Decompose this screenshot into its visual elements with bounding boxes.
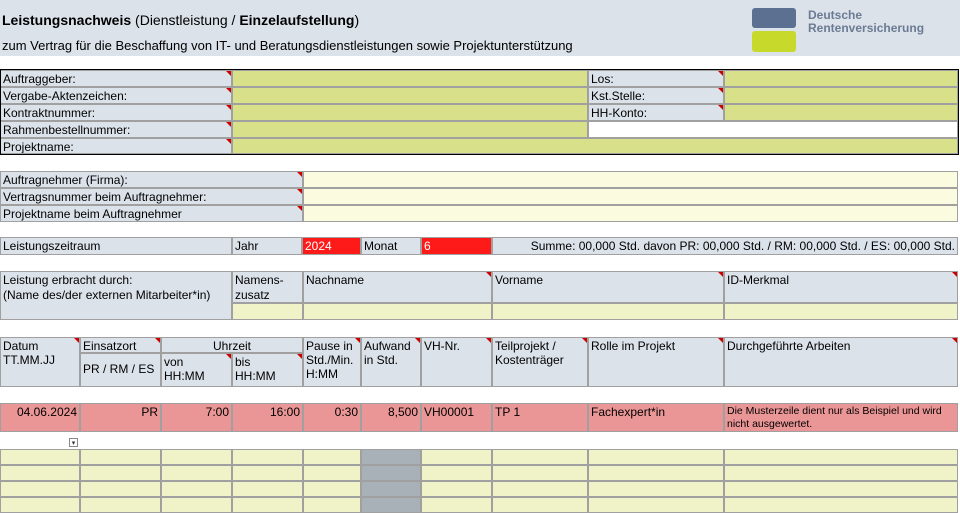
namenszusatz-field[interactable] bbox=[232, 303, 303, 320]
los-field[interactable] bbox=[724, 70, 958, 87]
example-vh: VH00001 bbox=[421, 403, 492, 432]
vertragsnr-label: Vertragsnummer beim Auftragnehmer: bbox=[0, 188, 303, 205]
entry-cell[interactable] bbox=[421, 481, 492, 497]
einsatzort-header: Einsatzort bbox=[80, 337, 161, 353]
entry-cell[interactable] bbox=[303, 465, 361, 481]
kontrakt-label: Kontraktnummer: bbox=[0, 104, 232, 121]
uhrzeit-header: Uhrzeit bbox=[161, 337, 303, 353]
entry-cell[interactable] bbox=[724, 449, 958, 465]
entry-cell[interactable] bbox=[0, 481, 80, 497]
monat-field[interactable]: 6 bbox=[421, 237, 492, 255]
monat-label: Monat bbox=[361, 237, 421, 255]
hh-field[interactable] bbox=[724, 104, 958, 121]
entry-cell[interactable] bbox=[724, 481, 958, 497]
entry-cell[interactable] bbox=[0, 449, 80, 465]
example-pause: 0:30 bbox=[303, 403, 361, 432]
entry-cell[interactable] bbox=[232, 481, 303, 497]
arbeiten-header: Durchgeführte Arbeiten bbox=[724, 337, 958, 387]
entry-cell[interactable] bbox=[588, 481, 724, 497]
kst-label: Kst.Stelle: bbox=[588, 87, 724, 104]
dropdown-arrow-icon[interactable]: ▾ bbox=[69, 438, 78, 447]
vorname-header: Vorname bbox=[492, 271, 724, 303]
los-label: Los: bbox=[588, 70, 724, 87]
entry-cell[interactable] bbox=[232, 449, 303, 465]
entry-cell[interactable] bbox=[161, 497, 232, 513]
page-subtitle: zum Vertrag für die Beschaffung von IT- und Beratungsdienstleistungen sowie Projektunterstützung bbox=[2, 38, 573, 53]
example-rolle: Fachexpert*in bbox=[588, 403, 724, 432]
entry-cell[interactable] bbox=[361, 449, 421, 465]
nachname-header: Nachname bbox=[303, 271, 492, 303]
von-header: von HH:MM bbox=[161, 353, 232, 387]
entry-cell[interactable] bbox=[724, 497, 958, 513]
projekt-field[interactable] bbox=[232, 138, 958, 154]
leistungszeitraum-label: Leistungszeitraum bbox=[0, 237, 232, 255]
entry-cell[interactable] bbox=[421, 497, 492, 513]
entry-cell[interactable] bbox=[303, 497, 361, 513]
example-teil: TP 1 bbox=[492, 403, 588, 432]
entry-cell[interactable] bbox=[0, 465, 80, 481]
rahmen-field[interactable] bbox=[232, 121, 588, 138]
entry-cell[interactable] bbox=[361, 497, 421, 513]
namenszusatz-header: Namens- zusatz bbox=[232, 271, 303, 303]
auftraggeber-field[interactable] bbox=[232, 70, 588, 87]
jahr-label: Jahr bbox=[232, 237, 302, 255]
logo-text: Deutsche Rentenversicherung bbox=[808, 8, 925, 35]
vh-header: VH-Nr. bbox=[421, 337, 492, 387]
jahr-field[interactable]: 2024 bbox=[302, 237, 361, 255]
entry-cell[interactable] bbox=[421, 465, 492, 481]
leistung-erbracht-label: Leistung erbracht durch: (Name des/der externen Mitarbeiter*in) bbox=[0, 271, 232, 320]
entry-cell[interactable] bbox=[588, 449, 724, 465]
example-datum: 04.06.2024 bbox=[0, 403, 80, 432]
entry-cell[interactable] bbox=[161, 449, 232, 465]
entry-cell[interactable] bbox=[303, 449, 361, 465]
entry-cell[interactable] bbox=[492, 481, 588, 497]
projektname-an-field[interactable] bbox=[303, 205, 958, 222]
empty-cell bbox=[588, 121, 958, 138]
entry-cell[interactable] bbox=[0, 497, 80, 513]
example-einsatzort: PR bbox=[80, 403, 161, 432]
rolle-header: Rolle im Projekt bbox=[588, 337, 724, 387]
entry-cell[interactable] bbox=[421, 449, 492, 465]
hh-label: HH-Konto: bbox=[588, 104, 724, 121]
projekt-label: Projektname: bbox=[0, 138, 232, 154]
entry-cell[interactable] bbox=[232, 497, 303, 513]
teilprojekt-header: Teilprojekt / Kostenträger bbox=[492, 337, 588, 387]
entry-cell[interactable] bbox=[303, 481, 361, 497]
entry-cell[interactable] bbox=[588, 465, 724, 481]
nachname-field[interactable] bbox=[303, 303, 492, 320]
entry-cell[interactable] bbox=[80, 465, 161, 481]
bis-header: bis HH:MM bbox=[232, 353, 303, 387]
rahmen-label: Rahmenbestellnummer: bbox=[0, 121, 232, 138]
entry-cell[interactable] bbox=[232, 465, 303, 481]
projektname-an-label: Projektname beim Auftragnehmer bbox=[0, 205, 303, 222]
vorname-field[interactable] bbox=[492, 303, 724, 320]
drv-logo-icon bbox=[752, 8, 798, 52]
kontrakt-field[interactable] bbox=[232, 104, 588, 121]
entry-cell[interactable] bbox=[361, 465, 421, 481]
pause-header: Pause in Std./Min. H:MM bbox=[303, 337, 361, 387]
page-title: Leistungsnachweis (Dienstleistung / Einzelaufstellung) bbox=[2, 12, 360, 28]
example-aufwand: 8,500 bbox=[361, 403, 421, 432]
vergabe-label: Vergabe-Aktenzeichen: bbox=[0, 87, 232, 104]
auftraggeber-label: Auftraggeber: bbox=[0, 70, 232, 87]
id-header: ID-Merkmal bbox=[724, 271, 958, 303]
entry-cell[interactable] bbox=[161, 481, 232, 497]
example-arbeiten: Die Musterzeile dient nur als Beispiel und wird nicht ausgewertet. bbox=[724, 403, 958, 432]
entry-cell[interactable] bbox=[724, 465, 958, 481]
summary-text: Summe: 00,000 Std. davon PR: 00,000 Std. / RM: 00,000 Std. / ES: 00,000 Std. bbox=[492, 237, 958, 255]
entry-cell[interactable] bbox=[80, 449, 161, 465]
entry-cell[interactable] bbox=[80, 481, 161, 497]
datum-header: Datum TT.MM.JJ bbox=[0, 337, 80, 387]
id-field[interactable] bbox=[724, 303, 958, 320]
entry-cell[interactable] bbox=[492, 465, 588, 481]
entry-cell[interactable] bbox=[161, 465, 232, 481]
vergabe-field[interactable] bbox=[232, 87, 588, 104]
entry-cell[interactable] bbox=[80, 497, 161, 513]
vertragsnr-field[interactable] bbox=[303, 188, 958, 205]
einsatzort-sub-header: PR / RM / ES bbox=[80, 353, 161, 387]
aufwand-header: Aufwand in Std. bbox=[361, 337, 421, 387]
firma-label: Auftragnehmer (Firma): bbox=[0, 171, 303, 188]
firma-field[interactable] bbox=[303, 171, 958, 188]
kst-field[interactable] bbox=[724, 87, 958, 104]
entry-cell[interactable] bbox=[361, 481, 421, 497]
example-bis: 16:00 bbox=[232, 403, 303, 432]
example-von: 7:00 bbox=[161, 403, 232, 432]
entry-cell[interactable] bbox=[588, 497, 724, 513]
entry-cell[interactable] bbox=[492, 497, 588, 513]
entry-cell[interactable] bbox=[492, 449, 588, 465]
